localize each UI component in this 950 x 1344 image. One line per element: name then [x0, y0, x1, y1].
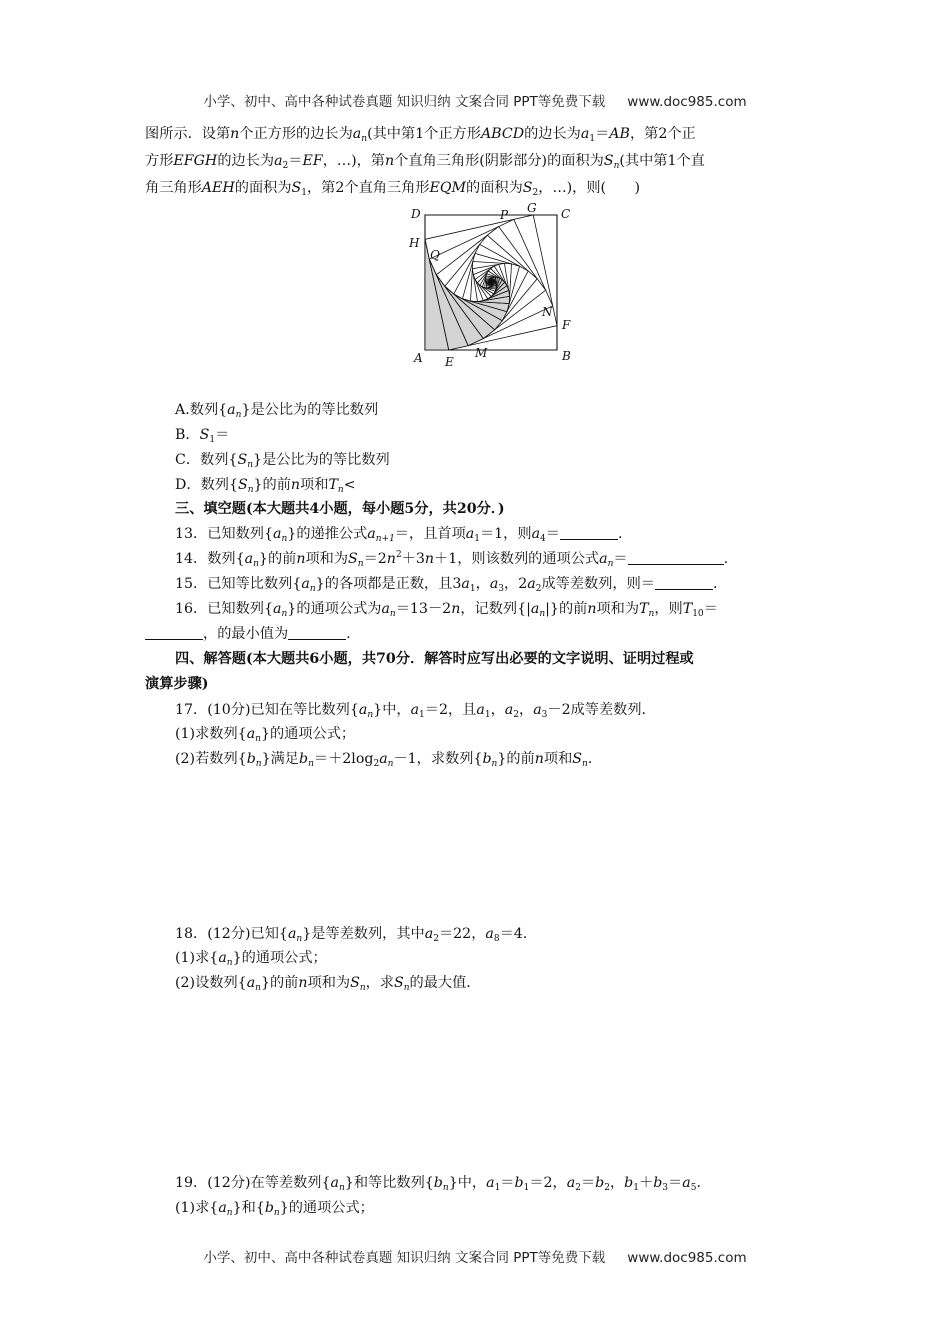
label-Q: Q [430, 248, 440, 262]
question-19-stem: 19．(12分)在等差数列$\{a_n\}$和等比数列$\{b_n\}$中，$a_1=b_1=2$，$a_2=b_2$，$b_1+b_3=a_5$. [175, 1175, 701, 1193]
answer-blank [628, 550, 724, 565]
question-16-line-1: 16．已知数列$\{a_n\}$的通项公式为$a_n=13-2n$，记数列$\{|a_n|\}$的前n项和为$T_n$，则$T_{10}=$ [175, 601, 718, 619]
question-14: 14．数列$\{a_n\}$的前n项和为$S_n=2n^2+3n+1$，则该数列的通项公式$a_n=$ . [175, 550, 729, 569]
option-c: C．数列$\{S_n\}$是公比为的等比数列 [175, 452, 390, 470]
label-H: H [409, 236, 420, 250]
label-P: P [500, 208, 509, 222]
question-18-stem: 18．(12分)已知$\{a_n\}$是等差数列，其中$a_2=22$，$a_8=4$. [175, 926, 528, 944]
intro-line-3: 角三角形AEH的面积为$S_1$，第2个直角三角形EQM的面积为$S_2$，…)，则( ) [145, 180, 640, 198]
question-15: 15．已知等比数列$\{a_n\}$的各项都是正数，且$3a_1$，$a_3$，$2a_2$成等差数列，则＝ . [175, 576, 718, 594]
question-17-part-2: (2)若数列$\{b_n\}$满足$b_n=+2\log_2a_n-1$，求数列$\{b_n\}$的前n项和$S_n$. [175, 751, 593, 769]
section4-heading-line-2: 演算步骤) [145, 676, 209, 692]
label-A: A [414, 351, 423, 365]
section3-heading: 三、填空题(本大题共4小题，每小题5分，共20分．) [175, 501, 505, 517]
question-17-part-1: (1)求数列$\{a_n\}$的通项公式； [175, 726, 356, 744]
label-C: C [561, 207, 571, 221]
answer-blank [655, 575, 713, 590]
question-16-line-2: ，的最小值为 . [145, 624, 825, 644]
header-url[interactable]: www.doc985.com [627, 94, 747, 110]
footer-text: 小学、初中、高中各种试卷真题 知识归纳 文案合同 PPT等免费下载 [203, 1250, 606, 1266]
label-N: N [542, 305, 553, 319]
question-18-part-2: (2)设数列$\{a_n\}$的前n项和为$S_n$，求$S_n$的最大值． [175, 975, 481, 993]
page-header [0, 90, 950, 110]
option-b: B．$S_1=$ [175, 427, 230, 445]
header-text: 小学、初中、高中各种试卷真题 知识归纳 文案合同 PPT等免费下载 [203, 94, 606, 110]
spiral-squares-figure [405, 200, 605, 380]
question-17-stem: 17．(10分)已知在等比数列$\{a_n\}$中，$a_1=2$，且$a_1$，$a_2$，$a_3-2$成等差数列． [175, 702, 656, 720]
question-18-part-1: (1)求$\{a_n\}$的通项公式； [175, 950, 327, 968]
question-13: 13．已知数列$\{a_n\}$的递推公式$a_{n+1}=$，且首项$a_1=1$，则$a_4=$ . [175, 526, 623, 544]
label-D: D [411, 207, 421, 221]
option-a: A.数列$\{a_n\}$是公比为的等比数列 [175, 402, 379, 420]
figure-shapes [425, 215, 557, 350]
section4-heading-line-1: 四、解答题(本大题共6小题，共70分．解答时应写出必要的文字说明、证明过程或 [175, 651, 694, 667]
label-E: E [445, 355, 454, 369]
option-d: D．数列$\{S_n\}$的前n项和$T_n<$ [175, 477, 356, 495]
label-G: G [527, 201, 537, 215]
intro-line-1: 图所示．设第n个正方形的边长为$a_n$(其中第1个正方形ABCD的边长为$a_1=AB$，第2个正 [145, 126, 696, 144]
question-19-part-1: (1)求$\{a_n\}$和$\{b_n\}$的通项公式； [175, 1200, 374, 1218]
footer-url[interactable]: www.doc985.com [627, 1250, 747, 1266]
answer-blank [560, 525, 618, 540]
answer-blank [145, 625, 203, 640]
label-F: F [562, 318, 571, 332]
label-M: M [475, 346, 488, 360]
intro-line-2: 方形EFGH的边长为$a_2=EF$，…)，第n个直角三角形(阴影部分)的面积为$S_n$(其中第1个直 [145, 153, 705, 171]
page-footer [0, 1246, 950, 1266]
label-B: B [562, 349, 571, 363]
answer-blank [288, 625, 346, 640]
